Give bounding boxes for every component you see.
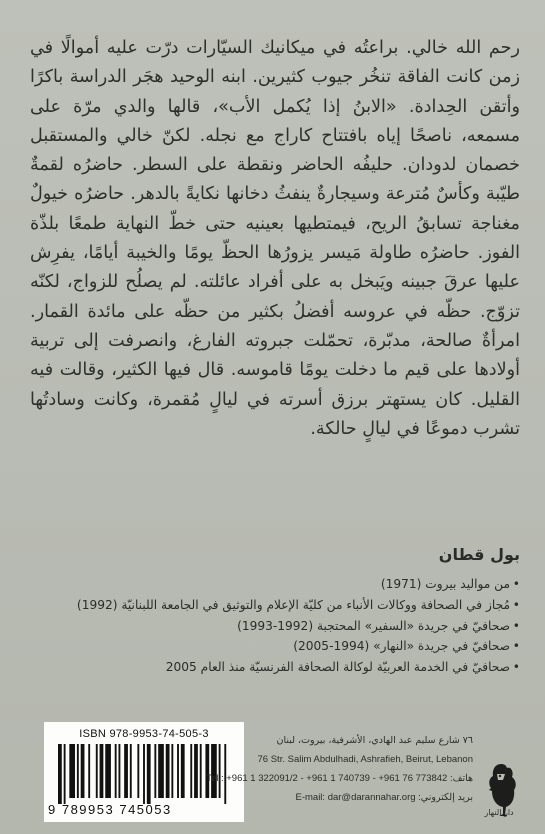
excerpt-text	[30, 34, 520, 444]
barcode-bar	[154, 744, 156, 798]
barcode-bar	[147, 744, 151, 804]
barcode-bar	[124, 744, 128, 798]
barcode-bar	[64, 744, 66, 804]
barcode-bar	[181, 744, 185, 798]
publisher-email: E-mail: dar@darannahar.org :بريد إلكتروني	[295, 792, 473, 803]
barcode-bar	[194, 744, 198, 798]
barcode-bar	[77, 744, 79, 798]
isbn-label: ISBN 978-9953-74-505-3	[79, 728, 209, 740]
bullet-icon: •	[512, 597, 520, 612]
barcode-bar	[177, 744, 179, 798]
barcode-bar	[130, 744, 132, 798]
barcode-bar	[69, 744, 75, 798]
publisher-address-ar: ٧٦ شارع سليم عبد الهادي، الأشرفية، بيروت، لبنان	[276, 735, 473, 746]
barcode-bar	[100, 744, 104, 798]
barcode-bar	[118, 744, 120, 798]
bullet-icon: •	[512, 639, 520, 654]
bio-item: • مُجاز في الصحافة ووكالات الأنباء من كليّة الإعلام والتوثيق في الجامعة اللبنانيّة (1992)	[30, 595, 520, 616]
barcode-bar	[58, 744, 62, 804]
publisher-phone: Tel.: +961 1 322091/2 - +961 1 740739 - +961 76 773842 :هاتف	[206, 773, 473, 784]
author-bio	[30, 544, 520, 678]
author-name: بول قطان	[438, 545, 520, 564]
barcode-bar	[158, 744, 164, 798]
bio-item: • من مواليد بيروت (1971)	[30, 574, 520, 595]
barcode-bar	[81, 744, 85, 798]
isbn-digits: 9 789953 745053	[48, 802, 172, 817]
bio-item: • صحافيّ في الخدمة العربيّة لوكالة الصحافة الفرنسيّة منذ العام 2005	[30, 657, 520, 678]
barcode-bar	[137, 744, 139, 798]
barcode-bar	[96, 744, 98, 798]
barcode-bar	[115, 744, 117, 798]
barcode-bar	[190, 744, 192, 798]
bio-item: • صحافيّ في جريدة «السفير» المحتجبة (1992-1993)	[30, 616, 520, 637]
barcode-bar	[105, 744, 111, 798]
bullet-icon: •	[512, 618, 520, 633]
barcode-bar	[88, 744, 90, 798]
barcode-bar	[143, 744, 145, 804]
excerpt-paragraph: رحم الله خالي. براعتُه في ميكانيك السيّارات درّت عليه أموالًا في زمن كانت الفاقة تنخُر جيوب كثيرين. ابنه الوحيد هجَر الدراسة باكرًا وأتقن الحِدادة. «الابنُ إذا يُكمل الأب»، قالها والدي مرّة على مسمعه، ناصحًا إياه بافتتاح كاراج مع نجله. لكنّ خالي والمستقبل خصمان لدودان. حليفُه الحاضر ونقطة على السطر. حاضرُه لقمةٌ طيّبة وكأسٌ مُترعة وسيجارةٌ ينفثُ دخانها نكايةً بالدهر. حاضرُه خيولٌ مغناجة تسابقُ الريح، فيمتطيها بعينيه حتى خطّ النهاية طمعًا بلذّة الفوز. حاضرُه طاولة مَيسر يزورُها الحظّ يومًا والخيبة أيامًا، يفرِش عليها عرقَ جبينه ويَبخل به على أفراد عائلته. لم يصلُح للزواج، لكنّه تزوّج. حظّه في عروسه أفضلُ بكثير من حظّه على مائدة القمار. امرأةٌ صالحة، مدبّرة، تحمّلت جبروته الفارغ، وانصرفت إلى تربية أولادها على قيم ما دخلت يومًا قاموسه. قال فيها الكثير، وقالت فيه القليل. كان يستهتر برزق أسرته في ليالٍ مُقمرة، وكانت وسادتُها تشرب دموعًا في ليالٍ حالكة.	[30, 38, 520, 439]
publisher-logo-text: دار النهار	[484, 808, 514, 817]
barcode-bar	[166, 744, 170, 798]
bullet-icon: •	[512, 577, 520, 591]
publisher-info	[203, 731, 473, 807]
bullet-icon: •	[512, 660, 520, 675]
bio-list	[30, 574, 520, 678]
bio-item: • صحافيّ في جريدة «النهار» (1994-2005)	[30, 636, 520, 657]
publisher-address-en: 76 Str. Salim Abdulhadi, Ashrafieh, Beirut, Lebanon	[257, 754, 473, 765]
barcode-bar	[200, 744, 202, 798]
barcode-bar	[171, 744, 173, 798]
